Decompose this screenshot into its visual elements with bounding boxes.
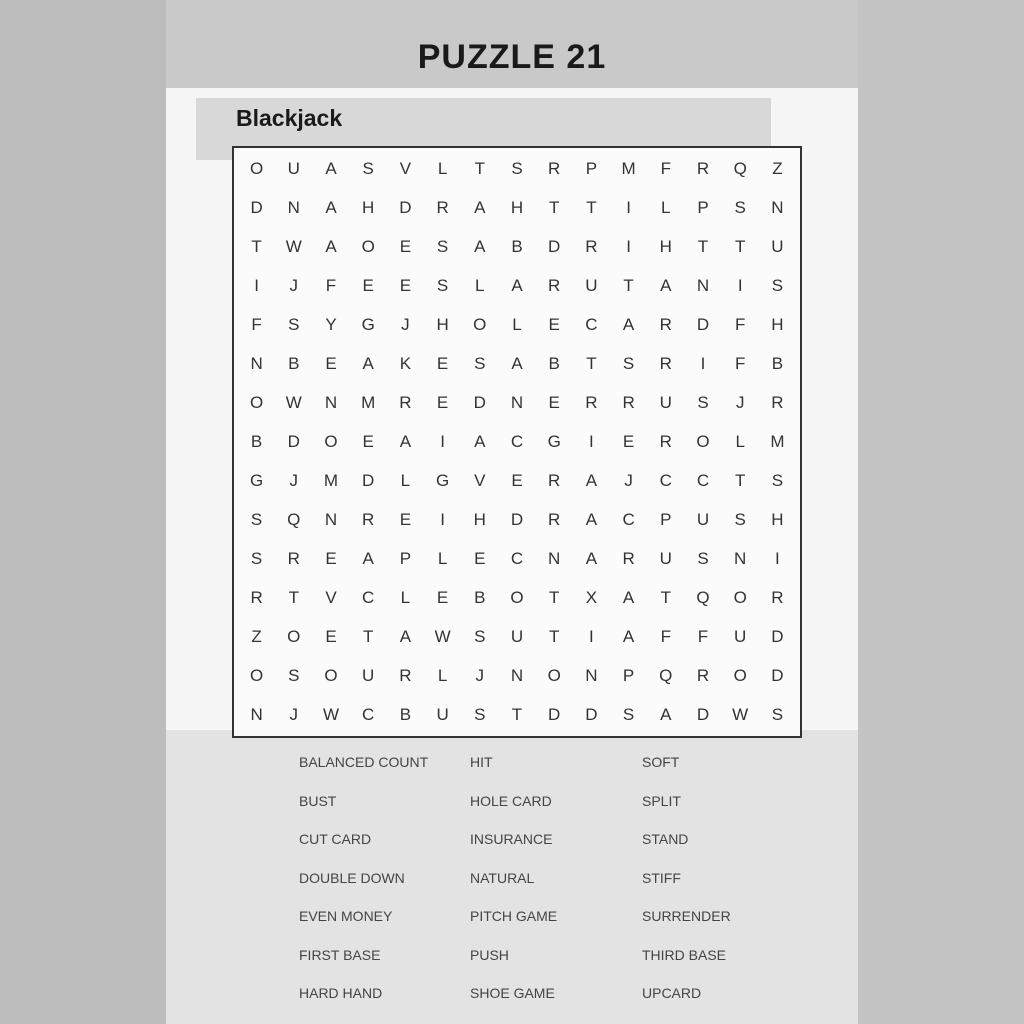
grid-cell: W	[434, 626, 451, 646]
grid-cell: S	[697, 393, 709, 413]
grid-cell: S	[771, 470, 784, 490]
grid-cell: R	[771, 587, 784, 607]
grid-cell: G	[435, 470, 450, 490]
grid-cell: J	[735, 393, 745, 413]
grid-cell: J	[624, 470, 633, 490]
word-column-3	[642, 750, 842, 1020]
background-right	[858, 0, 1024, 1024]
word-column-1	[299, 750, 499, 1020]
grid-cell: T	[288, 587, 299, 607]
grid-cell: O	[733, 665, 747, 685]
word-list-item: EVEN MONEY	[299, 908, 393, 924]
grid-cell: R	[287, 548, 300, 568]
grid-cell: A	[622, 587, 635, 607]
grid-cell: F	[251, 315, 262, 335]
grid-cell: D	[287, 431, 300, 451]
word-list-item: PUSH	[470, 946, 509, 963]
background-left	[0, 0, 166, 1024]
grid-cell: C	[510, 431, 524, 451]
grid-cell: R	[548, 276, 561, 296]
grid-cell: D	[362, 470, 375, 490]
grid-cell: L	[661, 198, 671, 218]
grid-cell: R	[659, 354, 672, 374]
grid-cell: I	[254, 276, 259, 296]
grid-cell: S	[771, 276, 784, 296]
grid-cell: H	[473, 509, 486, 529]
grid-cell: F	[697, 626, 709, 646]
grid-cell: T	[623, 276, 634, 296]
grid-cell: C	[622, 509, 635, 529]
grid-cell: E	[436, 393, 449, 413]
grid-cell: K	[399, 354, 412, 374]
grid-cell: N	[696, 276, 710, 296]
word-list-item: INSURANCE	[470, 831, 553, 847]
grid-cell: R	[696, 159, 710, 179]
grid-cell: A	[325, 198, 337, 218]
grid-cell: S	[362, 159, 374, 179]
word-list-item: STIFF	[642, 869, 681, 886]
grid-cell: S	[250, 548, 263, 568]
grid-cell: D	[510, 509, 524, 529]
grid-cell: R	[548, 159, 561, 179]
puzzle-title: PUZZLE 21	[417, 38, 607, 76]
grid-cell: P	[585, 159, 598, 179]
grid-cell: U	[734, 626, 747, 646]
grid-cell: A	[362, 548, 374, 568]
grid-cell: A	[585, 509, 598, 529]
grid-cell: W	[285, 393, 302, 413]
grid-cell: B	[511, 237, 523, 257]
grid-cell: R	[659, 315, 672, 335]
grid-cell: D	[585, 704, 598, 724]
grid-cell: R	[548, 470, 561, 490]
grid-cell: U	[436, 704, 449, 724]
grid-cell: M	[621, 159, 636, 179]
grid-cell: P	[697, 198, 709, 218]
grid-cell: T	[363, 626, 374, 646]
grid-cell: A	[399, 431, 412, 451]
grid-cell: D	[696, 315, 710, 335]
word-list-item: HARD HAND	[299, 985, 383, 1001]
grid-cell: A	[325, 159, 337, 179]
word-list-item: DOUBLE DOWN	[299, 869, 405, 886]
grid-cell: O	[696, 431, 710, 451]
grid-cell: C	[659, 470, 672, 490]
grid-cell: B	[474, 587, 486, 607]
grid-cell: M	[361, 393, 376, 413]
grid-cell: W	[322, 704, 340, 724]
grid-cell: S	[250, 509, 263, 529]
grid-cell: U	[287, 159, 300, 179]
word-list-item: PITCH GAME	[470, 908, 558, 924]
grid-cell: L	[475, 276, 485, 296]
grid-cell: U	[659, 393, 672, 413]
grid-cell: J	[289, 470, 299, 490]
word-list-item: STAND	[642, 831, 689, 847]
word-list-item: NATURAL	[470, 869, 535, 886]
grid-cell: O	[287, 626, 301, 646]
grid-cell: C	[362, 704, 375, 724]
grid-cell: G	[249, 470, 264, 490]
word-list-item: HOLE CARD	[470, 792, 552, 809]
grid-cell: E	[399, 237, 412, 257]
grid-cell: S	[734, 198, 746, 218]
grid-cell: D	[473, 393, 486, 413]
grid-cell: L	[512, 315, 522, 335]
puzzle-page	[166, 0, 858, 1024]
word-list-item: BALANCED COUNT	[299, 754, 429, 770]
grid-cell: T	[697, 237, 709, 257]
grid-cell: R	[436, 198, 449, 218]
grid-cell: J	[401, 315, 410, 335]
grid-cell: O	[324, 665, 338, 685]
grid-cell: F	[660, 626, 671, 646]
grid-cell: S	[511, 159, 523, 179]
grid-cell: S	[436, 276, 449, 296]
grid-cell: E	[548, 315, 560, 335]
grid-cell: A	[660, 276, 672, 296]
grid-cell: N	[250, 704, 263, 724]
grid-cell: H	[771, 509, 784, 529]
grid-cell: N	[324, 509, 338, 529]
grid-cell: A	[362, 354, 374, 374]
grid-cell: A	[511, 276, 523, 296]
grid-cell: A	[474, 198, 486, 218]
grid-cell: E	[436, 587, 449, 607]
grid-cell: T	[586, 198, 597, 218]
grid-cell: U	[659, 548, 672, 568]
grid-cell: T	[549, 198, 560, 218]
grid-cell: P	[660, 509, 672, 529]
puzzle-subtitle: Blackjack	[236, 105, 343, 131]
grid-cell: R	[659, 431, 672, 451]
grid-cell: R	[622, 548, 635, 568]
grid-cell: R	[548, 509, 561, 529]
grid-cell: I	[775, 548, 780, 568]
grid-cell: R	[771, 393, 784, 413]
grid-cell: L	[437, 665, 448, 685]
grid-cell: L	[400, 470, 411, 490]
grid-cell: O	[733, 587, 747, 607]
word-list-item: FIRST BASE	[299, 946, 381, 963]
grid-cell: C	[510, 548, 524, 568]
grid-cell: R	[362, 509, 375, 529]
grid-cell: I	[589, 626, 594, 646]
grid-cell: M	[770, 431, 785, 451]
grid-cell: R	[250, 587, 263, 607]
grid-cell: D	[771, 665, 784, 685]
grid-cell: Y	[325, 315, 337, 335]
grid-cell: C	[585, 315, 598, 335]
grid-cell: I	[700, 354, 706, 374]
grid-cell: F	[735, 354, 746, 374]
letter-grid	[232, 146, 802, 738]
grid-cell: S	[771, 704, 784, 724]
grid-cell: T	[549, 587, 560, 607]
grid-cell: R	[585, 393, 598, 413]
grid-cell: S	[622, 354, 635, 374]
grid-cell: C	[696, 470, 710, 490]
grid-cell: O	[547, 665, 561, 685]
grid-cell: H	[659, 237, 672, 257]
grid-cell: H	[436, 315, 449, 335]
grid-cell: B	[250, 431, 263, 451]
grid-cell: E	[511, 470, 523, 490]
grid-cell: R	[696, 665, 710, 685]
grid-cell: C	[362, 587, 375, 607]
grid-cell: T	[549, 626, 560, 646]
grid-cell: A	[585, 548, 598, 568]
grid-cell: E	[436, 354, 449, 374]
grid-cell: B	[771, 354, 784, 374]
grid-cell: A	[585, 470, 598, 490]
word-list-item: SOFT	[642, 754, 680, 770]
grid-cell: U	[771, 237, 784, 257]
grid-cell: X	[585, 587, 598, 607]
grid-cell: O	[249, 665, 264, 685]
grid-cell: E	[325, 626, 337, 646]
grid-cell: M	[323, 470, 339, 490]
grid-cell: R	[585, 237, 598, 257]
grid-cell: D	[771, 626, 784, 646]
grid-cell: H	[510, 198, 524, 218]
grid-cell: Z	[772, 159, 783, 179]
grid-cell: I	[626, 237, 631, 257]
grid-cell: E	[325, 354, 337, 374]
grid-cell: Q	[659, 665, 673, 685]
grid-cell: J	[475, 665, 485, 685]
grid-cell: S	[288, 665, 300, 685]
grid-cell: O	[324, 431, 338, 451]
grid-cell: E	[548, 393, 560, 413]
grid-cell: D	[696, 704, 710, 724]
grid-cell: N	[585, 665, 598, 685]
grid-cell: A	[511, 354, 523, 374]
grid-cell: V	[399, 159, 412, 179]
grid-cell: Q	[287, 509, 301, 529]
grid-cell: B	[288, 354, 300, 374]
word-list-item: SPLIT	[642, 792, 681, 809]
grid-cell: B	[399, 704, 412, 724]
word-list-item: HIT	[470, 754, 493, 770]
grid-cell: A	[325, 237, 337, 257]
grid-cell: R	[622, 393, 635, 413]
grid-cell: S	[697, 548, 709, 568]
grid-cell: I	[440, 509, 445, 529]
grid-cell: A	[474, 237, 486, 257]
grid-cell: N	[771, 198, 784, 218]
grid-cell: L	[437, 548, 448, 568]
grid-cell: D	[399, 198, 412, 218]
grid-cell: S	[436, 237, 449, 257]
grid-cell: F	[735, 315, 746, 335]
grid-cell: N	[324, 393, 338, 413]
grid-cell: V	[325, 587, 337, 607]
grid-cell: Q	[696, 587, 710, 607]
grid-cell: V	[474, 470, 486, 490]
grid-cell: I	[737, 276, 743, 296]
grid-cell: N	[734, 548, 747, 568]
grid-cell: J	[289, 276, 299, 296]
grid-cell: I	[626, 198, 631, 218]
grid-cell: J	[289, 704, 299, 724]
grid-cell: E	[399, 276, 412, 296]
word-list-item: SURRENDER	[642, 908, 731, 924]
grid-cell: A	[660, 704, 672, 724]
grid-cell: F	[660, 159, 671, 179]
grid-cell: H	[362, 198, 375, 218]
grid-cell: L	[400, 587, 411, 607]
grid-cell: A	[622, 315, 635, 335]
word-list-item: CUT CARD	[299, 831, 372, 847]
grid-cell: A	[399, 626, 412, 646]
grid-cell: O	[473, 315, 487, 335]
grid-cell: T	[251, 237, 262, 257]
grid-cell: T	[511, 704, 523, 724]
grid-cell: P	[622, 665, 635, 685]
grid-cell: O	[510, 587, 524, 607]
grid-cell: O	[361, 237, 375, 257]
grid-cell: E	[474, 548, 486, 568]
grid-cell: T	[586, 354, 597, 374]
word-list-item: BUST	[299, 792, 337, 809]
grid-cell: L	[437, 159, 448, 179]
grid-cell: U	[510, 626, 524, 646]
grid-cell: N	[287, 198, 300, 218]
grid-cell: W	[285, 237, 302, 257]
grid-cell: O	[249, 393, 264, 413]
grid-cell: N	[510, 665, 524, 685]
grid-cell: D	[548, 237, 561, 257]
word-list	[166, 750, 858, 1020]
word-list-item: UPCARD	[642, 985, 702, 1001]
grid-cell: T	[474, 159, 485, 179]
word-list-item: SHOE GAME	[470, 985, 555, 1001]
grid-cell: R	[399, 665, 412, 685]
word-column-2	[470, 750, 670, 1020]
grid-cell: E	[362, 431, 374, 451]
grid-cell: S	[474, 704, 486, 724]
grid-cell: R	[399, 393, 412, 413]
grid-cell: E	[622, 431, 635, 451]
grid-cell: N	[510, 393, 524, 413]
grid-cell: T	[735, 237, 746, 257]
grid-cell: P	[399, 548, 412, 568]
grid-cell: U	[362, 665, 375, 685]
grid-cell: F	[325, 276, 337, 296]
grid-cell: I	[589, 431, 594, 451]
grid-cell: S	[474, 354, 486, 374]
grid-cell: D	[250, 198, 263, 218]
grid-cell: A	[622, 626, 635, 646]
grid-cell: N	[548, 548, 561, 568]
grid-cell: E	[362, 276, 374, 296]
grid-cell: D	[548, 704, 561, 724]
grid-cell: E	[399, 509, 412, 529]
grid-cell: A	[474, 431, 486, 451]
grid-cell: U	[696, 509, 710, 529]
grid-cell: S	[288, 315, 300, 335]
word-list-item: THIRD BASE	[642, 946, 727, 963]
grid-cell: O	[249, 159, 264, 179]
grid-cell: Z	[251, 626, 262, 646]
grid-cell: U	[585, 276, 598, 296]
grid-cell: L	[735, 431, 745, 451]
grid-cell: G	[361, 315, 375, 335]
grid-cell: Q	[733, 159, 747, 179]
grid-cell: G	[547, 431, 561, 451]
grid-cell: T	[735, 470, 746, 490]
grid-cell: B	[548, 354, 560, 374]
grid-cell: N	[250, 354, 263, 374]
grid-cell: H	[771, 315, 784, 335]
grid-cell: S	[622, 704, 635, 724]
grid-cell: T	[660, 587, 671, 607]
grid-cell: E	[325, 548, 337, 568]
grid-cell: W	[732, 704, 749, 724]
grid-cell: I	[440, 431, 445, 451]
grid-cell: S	[474, 626, 486, 646]
grid-cell: S	[734, 509, 746, 529]
